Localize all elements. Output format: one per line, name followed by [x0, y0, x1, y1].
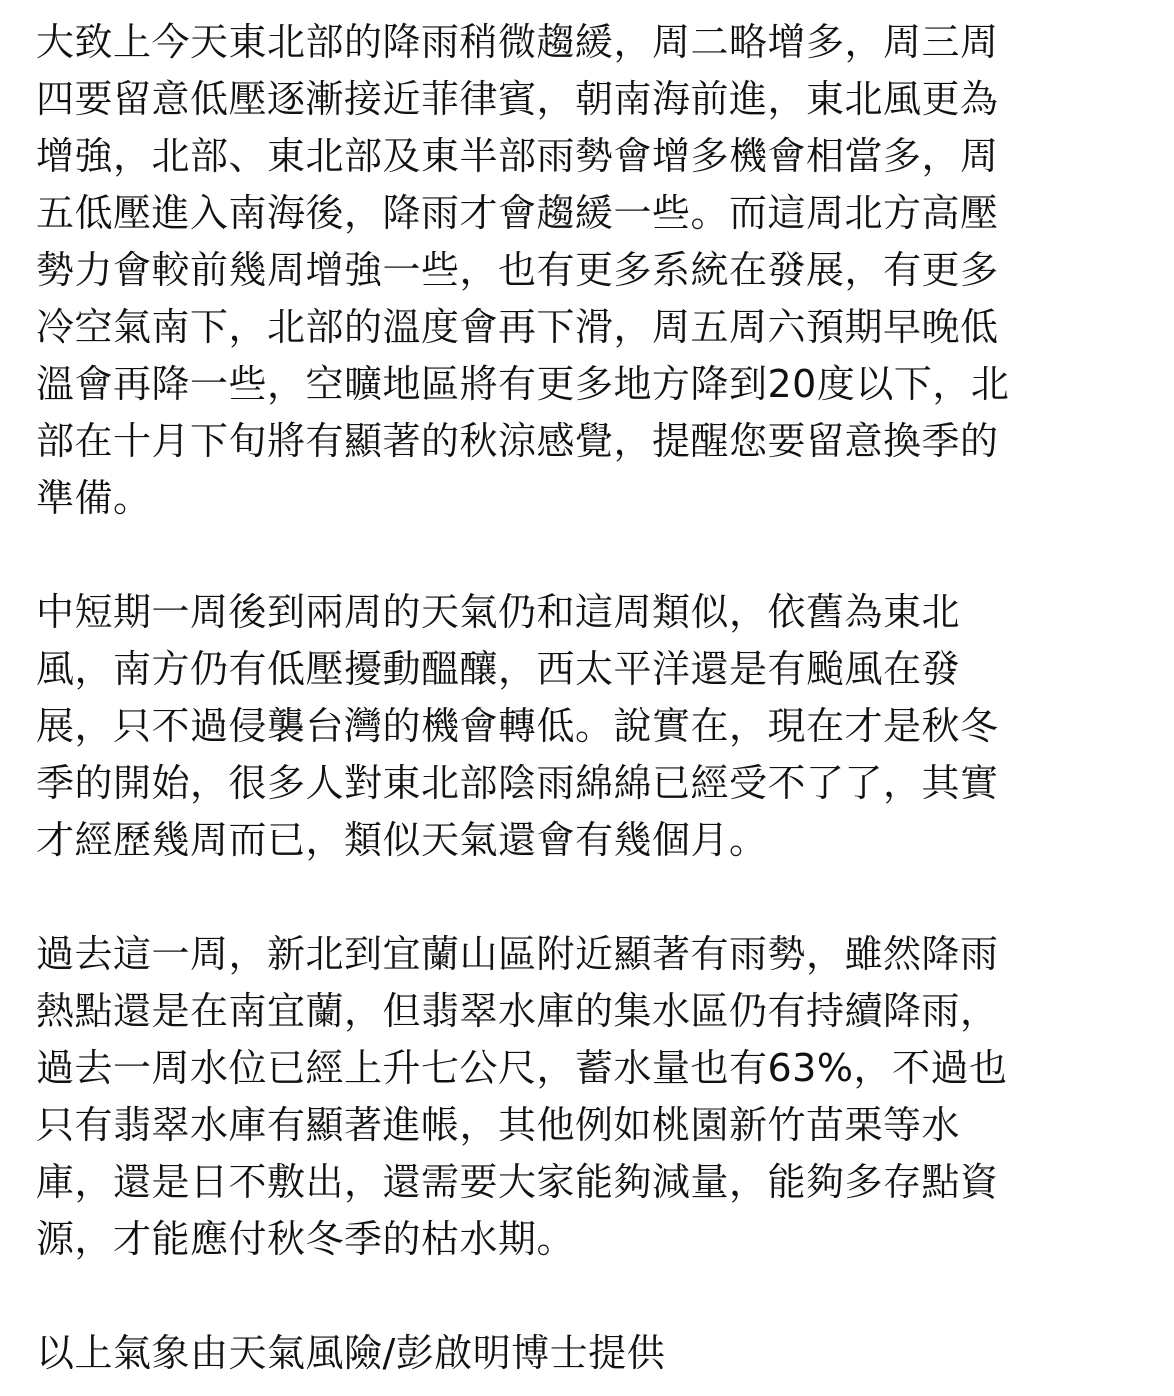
text-line: 冷空氣南下，北部的溫度會再下滑，周五周六預期早晚低 — [36, 305, 999, 349]
text-line: 展，只不過侵襲台灣的機會轉低。說實在，現在才是秋冬 — [36, 704, 999, 748]
text-line: 大致上今天東北部的降雨稍微趨緩，周二略增多，周三周 — [36, 20, 999, 64]
text-line: 庫，還是日不敷出，還需要大家能夠減量，能夠多存點資 — [36, 1160, 999, 1204]
text-line: 四要留意低壓逐漸接近菲律賓，朝南海前進，東北風更為 — [36, 77, 999, 121]
text-line: 才經歷幾周而已，類似天氣還會有幾個月。 — [36, 818, 768, 862]
paragraph-forecast-this-week — [36, 14, 1134, 527]
text-line: 準備。 — [36, 476, 152, 520]
text-line: 熱點還是在南宜蘭，但翡翠水庫的集水區仍有持續降雨， — [36, 989, 999, 1033]
source-credit: 以上氣象由天氣風險/彭啟明博士提供 — [36, 1331, 666, 1375]
paragraph-reservoir-status — [36, 926, 1134, 1268]
text-line: 季的開始，很多人對東北部陰雨綿綿已經受不了了，其實 — [36, 761, 999, 805]
paragraph-forecast-two-weeks — [36, 584, 1134, 869]
text-line: 過去這一周，新北到宜蘭山區附近顯著有雨勢，雖然降雨 — [36, 932, 999, 976]
text-line: 溫會再降一些，空曠地區將有更多地方降到20度以下，北 — [36, 362, 1010, 406]
text-line: 部在十月下旬將有顯著的秋涼感覺，提醒您要留意換季的 — [36, 419, 999, 463]
text-line: 源，才能應付秋冬季的枯水期。 — [36, 1217, 576, 1261]
text-line: 只有翡翠水庫有顯著進帳，其他例如桃園新竹苗栗等水 — [36, 1103, 961, 1147]
text-line: 中短期一周後到兩周的天氣仍和這周類似，依舊為東北 — [36, 590, 961, 634]
text-line: 五低壓進入南海後，降雨才會趨緩一些。而這周北方高壓 — [36, 191, 999, 235]
text-line: 勢力會較前幾周增強一些，也有更多系統在發展，有更多 — [36, 248, 999, 292]
text-line: 風，南方仍有低壓擾動醞釀，西太平洋還是有颱風在發 — [36, 647, 961, 691]
text-line: 過去一周水位已經上升七公尺，蓄水量也有63%，不過也 — [36, 1046, 1008, 1090]
text-line: 增強，北部、東北部及東半部雨勢會增多機會相當多，周 — [36, 134, 999, 178]
